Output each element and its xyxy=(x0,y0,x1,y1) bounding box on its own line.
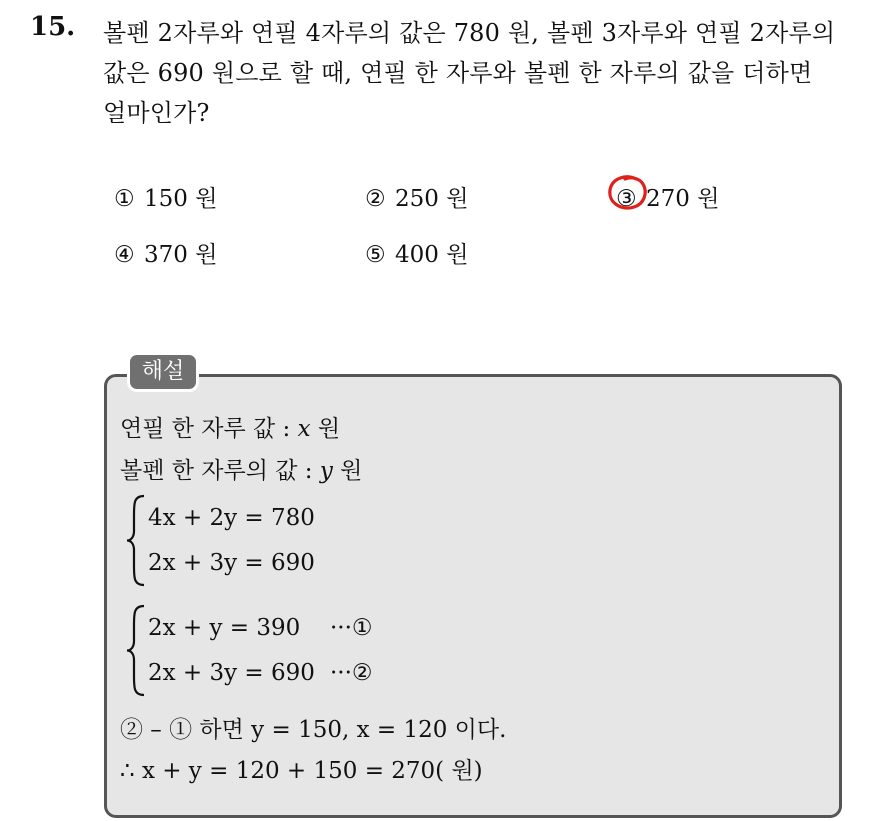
system2-marker2: ···② xyxy=(330,660,373,686)
choice-text: 250 원 xyxy=(395,186,469,212)
system2-eq1: 2x + y = 390 xyxy=(148,615,301,641)
choice-marker: ④ xyxy=(114,242,135,268)
solution-line-pen: 볼펜 한 자루의 값 : y 원 xyxy=(120,458,363,484)
choice-1[interactable] xyxy=(114,180,217,213)
system2-eq2: 2x + 3y = 690 xyxy=(148,660,315,686)
choice-4[interactable] xyxy=(114,236,217,269)
choice-marker: ① xyxy=(114,186,135,212)
solution-tag: 해설 xyxy=(127,352,199,392)
solution-line-pencil: 연필 한 자루 값 : x 원 xyxy=(120,416,341,442)
choice-text: 150 원 xyxy=(144,186,218,212)
left-brace-1 xyxy=(124,493,146,588)
question-number: 15. xyxy=(30,12,76,42)
left-brace-2 xyxy=(124,603,146,698)
question-line-1: 볼펜 2자루와 연필 4자루의 값은 780 원, 볼펜 3자루와 연필 2자루의 xyxy=(103,19,836,47)
choice-5[interactable] xyxy=(365,236,468,269)
choice-marker: ⑤ xyxy=(365,242,386,268)
solution-step: ② – ① 하면 y = 150, x = 120 이다. xyxy=(120,717,507,743)
system1-eq1: 4x + 2y = 780 xyxy=(148,505,315,531)
choice-marker: ② xyxy=(365,186,386,212)
choice-text: 370 원 xyxy=(144,242,218,268)
question-line-2: 값은 690 원으로 할 때, 연필 한 자루와 볼펜 한 자루의 값을 더하면 xyxy=(103,59,813,87)
choice-2[interactable] xyxy=(365,180,468,213)
choice-text: 400 원 xyxy=(395,242,469,268)
solution-conclusion: ∴ x + y = 120 + 150 = 270( 원) xyxy=(120,758,483,784)
system2-marker1: ···① xyxy=(330,615,373,641)
answer-circle-mark xyxy=(606,173,650,213)
system1-eq2: 2x + 3y = 690 xyxy=(148,550,315,576)
choice-marker: ③ xyxy=(616,186,637,212)
question-line-3: 얼마인가? xyxy=(103,99,210,127)
choice-text: 270 원 xyxy=(646,186,720,212)
